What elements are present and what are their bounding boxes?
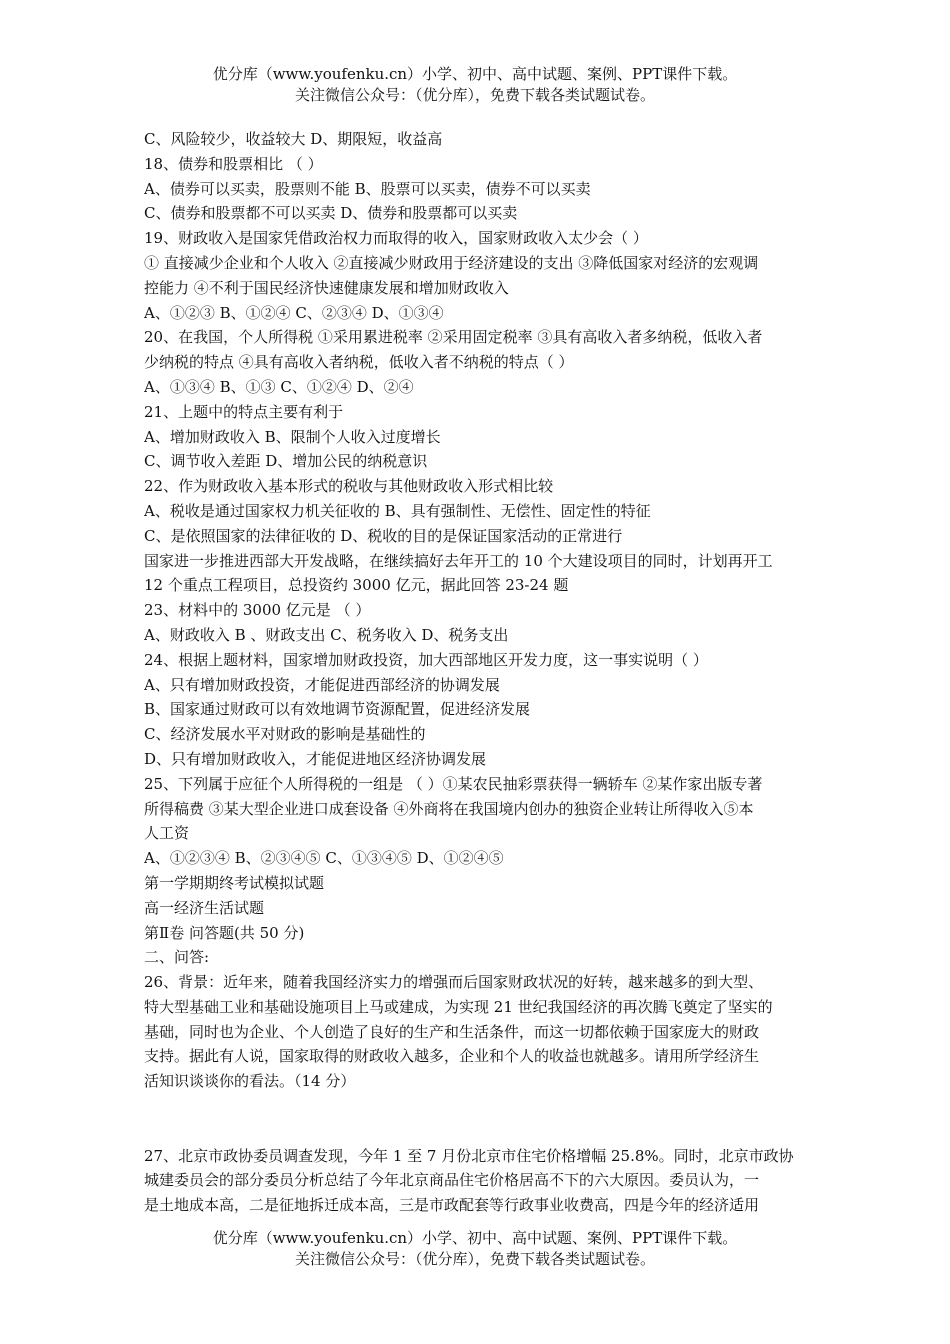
text-line: 特大型基础工业和基础设施项目上马或建成，为实现 21 世纪我国经济的再次腾飞奠定了坚实的 xyxy=(144,997,773,1016)
document-body xyxy=(144,127,808,1218)
material-text: 12 个重点工程项目，总投资约 3000 亿元，据此回答 23-24 题 xyxy=(144,576,569,595)
section-subheading: 二、问答: xyxy=(144,948,210,967)
text-line: C、是依照国家的法律征收的 D、税收的目的是保证国家活动的正常进行 xyxy=(144,526,623,545)
material-text: 国家进一步推进西部大开发战略，在继续搞好去年开工的 10 个大建设项目的同时，计划再开工 xyxy=(144,551,773,570)
text-line: 是土地成本高，二是征地拆迁成本高，三是市政配套等行政事业收费高，四是今年的经济适用 xyxy=(144,1196,760,1215)
text-line: 少纳税的特点 ④具有高收入者纳税，低收入者不纳税的特点（ ） xyxy=(144,353,574,372)
text-line: D、只有增加财政收入，才能促进地区经济协调发展 xyxy=(144,749,487,768)
question-23: 23、材料中的 3000 亿元是 （ ） xyxy=(144,601,371,620)
question-22: 22、作为财政收入基本形式的税收与其他财政收入形式相比较 xyxy=(144,477,554,496)
question-25: 25、下列属于应征个人所得税的一组是 （ ）①某农民抽彩票获得一辆轿车 ②某作家出版专著 xyxy=(144,774,763,793)
exam-title: 第一学期期终考试模拟试题 xyxy=(144,873,325,892)
page-header xyxy=(0,64,950,106)
text-line: A、财政收入 B 、财政支出 C、税务收入 D、税务支出 xyxy=(144,625,509,644)
footer-site-line: 优分库（www.youfenku.cn）小学、初中、高中试题、案例、PPT课件下载。 xyxy=(212,1229,738,1247)
page-footer xyxy=(0,1228,950,1270)
text-line: 城建委员会的部分委员分析总结了今年北京商品住宅价格居高不下的六大原因。委员认为，一 xyxy=(144,1171,760,1190)
text-line: A、①②③④ B、②③④⑤ C、①③④⑤ D、①②④⑤ xyxy=(144,849,504,868)
text-line: A、只有增加财政投资，才能促进西部经济的协调发展 xyxy=(144,675,500,694)
question-20: 20、在我国，个人所得税 ①采用累进税率 ②采用固定税率 ③具有高收入者多纳税，低收入者 xyxy=(144,328,763,347)
text-line: C、风险较少，收益较大 D、期限短，收益高 xyxy=(144,130,443,148)
text-line: A、税收是通过国家权力机关征收的 B、具有强制性、无偿性、固定性的特征 xyxy=(144,501,651,520)
text-line: C、经济发展水平对财政的影响是基础性的 xyxy=(144,725,426,744)
question-24: 24、根据上题材料，国家增加财政投资，加大西部地区开发力度，这一事实说明（ ） xyxy=(144,650,708,669)
question-26: 26、背景：近年来，随着我国经济实力的增强而后国家财政状况的好转，越来越多的到大型、 xyxy=(144,973,764,992)
text-line: 人工资 xyxy=(144,824,190,843)
question-21: 21、上题中的特点主要有利于 xyxy=(144,402,344,421)
text-line: 基础，同时也为企业、个人创造了良好的生产和生活条件，而这一切都依赖于国家庞大的财政 xyxy=(144,1022,760,1041)
text-line: A、债券可以买卖，股票则不能 B、股票可以买卖，债券不可以买卖 xyxy=(144,179,591,198)
text-line: A、①②③ B、①②④ C、②③④ D、①③④ xyxy=(144,303,444,322)
exam-subtitle: 高一经济生活试题 xyxy=(144,898,265,917)
header-wechat-line: 关注微信公众号：（优分库），免费下载各类试题试卷。 xyxy=(294,86,655,104)
question-19: 19、财政收入是国家凭借政治权力而取得的收入，国家财政收入太少会（ ） xyxy=(144,229,648,248)
question-18: 18、债券和股票相比 （ ） xyxy=(144,154,323,173)
text-line: B、国家通过财政可以有效地调节资源配置，促进经济发展 xyxy=(144,700,531,719)
text-line: C、调节收入差距 D、增加公民的纳税意识 xyxy=(144,452,428,471)
footer-wechat-line: 关注微信公众号：（优分库），免费下载各类试题试卷。 xyxy=(294,1250,655,1268)
question-27: 27、北京市政协委员调查发现，今年 1 至 7 月份北京市住宅价格增幅 25.8%。同时，北京市政协 xyxy=(144,1146,794,1165)
text-line: 支持。据此有人说，国家取得的财政收入越多，企业和个人的收益也就越多。请用所学经济生 xyxy=(144,1047,760,1066)
answer-space xyxy=(144,1094,808,1144)
header-site-line: 优分库（www.youfenku.cn）小学、初中、高中试题、案例、PPT课件下载。 xyxy=(212,65,738,83)
text-line: A、增加财政收入 B、限制个人收入过度增长 xyxy=(144,427,441,446)
text-line: 控能力 ④不利于国民经济快速健康发展和增加财政收入 xyxy=(144,278,509,297)
text-line: C、债券和股票都不可以买卖 D、债券和股票都可以买卖 xyxy=(144,204,518,223)
text-line: A、①③④ B、①③ C、①②④ D、②④ xyxy=(144,377,414,396)
text-line: 所得稿费 ③某大型企业进口成套设备 ④外商将在我国境内创办的独资企业转让所得收入⑤本 xyxy=(144,799,754,818)
section-heading: 第Ⅱ卷 问答题(共 50 分) xyxy=(144,923,305,942)
text-line: ① 直接减少企业和个人收入 ②直接减少财政用于经济建设的支出 ③降低国家对经济的宏观调 xyxy=(144,253,759,272)
text-line: 活知识谈谈你的看法。（14 分） xyxy=(144,1072,356,1091)
